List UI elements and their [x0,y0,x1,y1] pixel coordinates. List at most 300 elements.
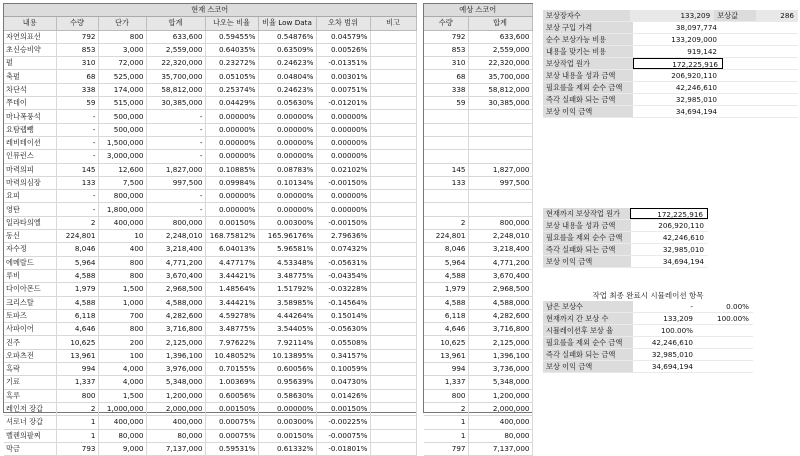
table-cell[interactable]: 500,000 [98,110,146,123]
table-cell[interactable]: 흑루 [4,389,56,402]
table-cell[interactable]: 막금 [4,442,56,455]
table-cell[interactable]: 1,500 [98,283,146,296]
table-cell[interactable]: -0.14564% [316,296,370,309]
table-cell[interactable]: 토파즈 [4,309,56,322]
table-cell[interactable]: 853 [424,43,468,56]
table-cell[interactable]: 0.00150% [205,402,258,415]
table-cell[interactable]: 0.09984% [205,176,258,189]
table-cell[interactable] [370,136,416,149]
table-cell[interactable]: - [146,136,205,149]
table-cell[interactable]: 3,000 [98,43,146,56]
table-cell[interactable]: 3,218,400 [468,243,532,256]
table-cell[interactable]: 58,812,000 [468,83,532,96]
table-cell[interactable]: 다이아몬드 [4,283,56,296]
table-cell[interactable]: 0.63509% [258,43,316,56]
table-cell[interactable]: 1,800,000 [98,203,146,216]
table-cell[interactable]: 0.60056% [205,389,258,402]
table-cell[interactable]: 0.00000% [316,136,370,149]
table-cell[interactable]: 펄 [4,57,56,70]
table-cell[interactable]: 0.04730% [316,376,370,389]
table-cell[interactable]: 994 [56,363,98,376]
table-cell[interactable]: 1 [56,429,98,442]
table-cell[interactable]: 2,559,000 [146,43,205,56]
summary-value[interactable]: 32,985,010 [662,245,704,254]
table-cell[interactable]: 7,500 [98,176,146,189]
summary-value[interactable]: 133,209 [663,314,693,323]
table-cell[interactable]: 800,000 [468,216,532,229]
table-cell[interactable] [370,402,416,415]
table-cell[interactable]: 100 [98,349,146,362]
table-cell[interactable]: 4.47717% [205,256,258,269]
table-cell[interactable] [370,83,416,96]
table-cell[interactable]: 0.08783% [258,163,316,176]
summary-value[interactable]: 919,142 [687,47,717,56]
table-cell[interactable]: 310 [424,57,468,70]
table-cell[interactable]: -0.01801% [316,442,370,455]
table-cell[interactable] [370,243,416,256]
table-cell[interactable]: 0.00000% [258,110,316,123]
table-cell[interactable]: 793 [56,442,98,455]
table-cell[interactable]: 168.75812% [205,230,258,243]
table-cell[interactable]: 0.00000% [258,150,316,163]
table-cell[interactable] [370,442,416,455]
summary-value[interactable]: 34,694,194 [651,362,693,371]
table-cell[interactable]: - [56,136,98,149]
summary-value[interactable]: 100.00% [661,326,693,335]
table-cell[interactable] [370,176,416,189]
table-cell[interactable]: -0.00150% [316,176,370,189]
table-cell[interactable]: 0.00150% [205,216,258,229]
table-cell[interactable]: 10,625 [424,336,468,349]
table-cell[interactable]: 3,218,400 [146,243,205,256]
table-cell[interactable]: 10.48052% [205,349,258,362]
table-cell[interactable]: 224,801 [56,230,98,243]
table-cell[interactable]: 0.00000% [205,203,258,216]
table-cell[interactable]: 853 [56,43,98,56]
table-cell[interactable]: - [146,203,205,216]
table-cell[interactable]: 흑락 [4,363,56,376]
table-cell[interactable]: 58,812,000 [146,83,205,96]
table-cell[interactable] [424,123,468,136]
table-cell[interactable]: - [56,190,98,203]
summary-value[interactable]: 34,694,194 [675,107,717,116]
table-cell[interactable]: 10.13895% [258,349,316,362]
table-cell[interactable]: 4,588,000 [146,296,205,309]
table-cell[interactable]: 0.59531% [205,442,258,455]
table-cell[interactable]: 72,000 [98,57,146,70]
table-cell[interactable]: 800 [98,323,146,336]
table-cell[interactable]: 2,968,500 [146,283,205,296]
table-cell[interactable]: 2,559,000 [468,43,532,56]
table-cell[interactable]: 6,118 [424,309,468,322]
table-cell[interactable]: 800,000 [146,216,205,229]
table-cell[interactable]: 400,000 [98,216,146,229]
table-cell[interactable]: 0.15014% [316,309,370,322]
table-cell[interactable]: 997,500 [468,176,532,189]
table-cell[interactable]: 요피 [4,190,56,203]
table-cell[interactable]: 35,700,000 [146,70,205,83]
table-cell[interactable]: 800 [98,269,146,282]
table-cell[interactable] [370,216,416,229]
table-cell[interactable]: 310 [56,57,98,70]
summary-value[interactable]: 133,209,000 [671,35,717,44]
table-cell[interactable] [468,110,532,123]
table-cell[interactable]: 30,385,000 [146,97,205,110]
table-cell[interactable]: 10,625 [56,336,98,349]
table-cell[interactable] [370,336,416,349]
table-cell[interactable]: 133 [424,176,468,189]
summary-value[interactable] [697,337,753,348]
table-cell[interactable]: 0.00000% [258,123,316,136]
table-cell[interactable]: 7,137,000 [146,442,205,455]
table-cell[interactable]: -0.05630% [316,323,370,336]
table-cell[interactable]: 4,646 [424,323,468,336]
table-cell[interactable] [370,70,416,83]
table-cell[interactable] [468,203,532,216]
table-cell[interactable]: 80,000 [98,429,146,442]
table-cell[interactable]: 4.53348% [258,256,316,269]
table-cell[interactable]: 0.24623% [258,57,316,70]
table-cell[interactable]: 0.00526% [316,43,370,56]
table-cell[interactable]: 초신승비약 [4,43,56,56]
table-cell[interactable]: 997,500 [146,176,205,189]
table-cell[interactable]: 진주 [4,336,56,349]
table-cell[interactable]: -0.00150% [316,216,370,229]
summary-value[interactable]: 206,920,110 [671,71,717,80]
table-cell[interactable]: 5,964 [56,256,98,269]
table-cell[interactable]: 3,670,400 [146,269,205,282]
table-cell[interactable]: 0.24623% [258,83,316,96]
table-cell[interactable]: 0.59455% [205,30,258,43]
table-cell[interactable]: 525,000 [98,70,146,83]
table-cell[interactable]: 30,385,000 [468,97,532,110]
table-cell[interactable]: 5.96581% [258,243,316,256]
table-cell[interactable]: 벨렌의팔찌 [4,429,56,442]
table-cell[interactable]: 마력의심장 [4,176,56,189]
table-cell[interactable]: 0.00150% [316,402,370,415]
table-cell[interactable]: 4.59278% [205,309,258,322]
table-cell[interactable] [370,230,416,243]
table-cell[interactable]: 3.58985% [258,296,316,309]
table-cell[interactable]: 0.07432% [316,243,370,256]
table-cell[interactable] [424,110,468,123]
table-cell[interactable] [370,389,416,402]
table-cell[interactable]: 1 [424,416,468,429]
table-cell[interactable]: 0.05630% [258,97,316,110]
table-cell[interactable]: 마력의피 [4,163,56,176]
table-cell[interactable]: 0.00000% [258,136,316,149]
table-cell[interactable]: 3,670,400 [468,269,532,282]
table-cell[interactable]: 797 [424,442,468,455]
table-cell[interactable]: 1,337 [424,376,468,389]
table-cell[interactable] [370,363,416,376]
table-cell[interactable]: 68 [424,70,468,83]
table-cell[interactable]: 59 [424,97,468,110]
table-cell[interactable] [370,163,416,176]
table-cell[interactable]: 7.92114% [258,336,316,349]
table-cell[interactable]: 3.44421% [205,296,258,309]
table-cell[interactable]: 0.01426% [316,389,370,402]
table-cell[interactable]: 0.00000% [205,190,258,203]
table-cell[interactable]: 5,348,000 [468,376,532,389]
table-cell[interactable]: 59 [56,97,98,110]
table-cell[interactable]: 0.00000% [205,136,258,149]
table-cell[interactable]: 2 [424,402,468,415]
table-cell[interactable]: 루비 [4,269,56,282]
table-cell[interactable] [424,203,468,216]
table-cell[interactable]: 인뮤런스 [4,150,56,163]
table-cell[interactable]: 오파츠전 [4,349,56,362]
table-cell[interactable]: 80,000 [146,429,205,442]
table-cell[interactable]: 0.00150% [258,429,316,442]
table-cell[interactable] [370,416,416,429]
table-cell[interactable] [370,323,416,336]
table-cell[interactable]: -0.05631% [316,256,370,269]
summary-value[interactable]: 32,985,010 [675,95,717,104]
table-cell[interactable]: 994 [424,363,468,376]
table-cell[interactable]: 9,000 [98,442,146,455]
table-cell[interactable]: 3,736,000 [468,363,532,376]
table-cell[interactable]: 2,125,000 [146,336,205,349]
table-cell[interactable]: 633,600 [468,30,532,43]
table-cell[interactable]: 400,000 [146,416,205,429]
table-cell[interactable]: 0.02102% [316,163,370,176]
table-cell[interactable]: 0.00000% [258,402,316,415]
table-cell[interactable]: 0.04579% [316,30,370,43]
table-cell[interactable]: 0.00000% [316,123,370,136]
table-cell[interactable]: -0.03228% [316,283,370,296]
table-cell[interactable] [468,150,532,163]
table-cell[interactable] [370,376,416,389]
table-cell[interactable]: 2,248,010 [468,230,532,243]
table-cell[interactable]: -0.01201% [316,97,370,110]
table-cell[interactable]: 0.00075% [205,429,258,442]
table-cell[interactable]: 12,600 [98,163,146,176]
table-cell[interactable]: 400,000 [98,416,146,429]
table-cell[interactable] [370,349,416,362]
table-cell[interactable]: 셔로너 장갑 [4,416,56,429]
table-cell[interactable]: 0.95639% [258,376,316,389]
summary-value[interactable]: 172,225,916 [633,58,723,69]
table-cell[interactable] [370,429,416,442]
table-cell[interactable]: 0.10059% [316,363,370,376]
table-cell[interactable]: 5,348,000 [146,376,205,389]
table-cell[interactable]: 2 [56,216,98,229]
table-cell[interactable] [370,150,416,163]
table-cell[interactable]: 마나폭풍석 [4,110,56,123]
summary-value[interactable]: 100.00% [717,314,749,323]
table-cell[interactable]: 1,979 [56,283,98,296]
table-cell[interactable]: 차단석 [4,83,56,96]
table-cell[interactable]: 자연의표선 [4,30,56,43]
table-cell[interactable]: 1,500,000 [98,136,146,149]
table-cell[interactable]: 0.00301% [316,70,370,83]
table-cell[interactable] [370,43,416,56]
table-cell[interactable] [370,123,416,136]
table-cell[interactable]: 1,200,000 [146,389,205,402]
table-cell[interactable]: 레인저 장갑 [4,402,56,415]
table-cell[interactable]: 1,000 [98,296,146,309]
table-cell[interactable]: 자수정 [4,243,56,256]
table-cell[interactable]: 1,200,000 [468,389,532,402]
table-cell[interactable] [370,296,416,309]
table-cell[interactable]: -0.00225% [316,416,370,429]
table-cell[interactable]: 0.00000% [316,203,370,216]
table-cell[interactable]: 4,000 [98,363,146,376]
table-cell[interactable]: 22,320,000 [146,57,205,70]
summary-value[interactable]: 38,097,774 [675,23,717,32]
table-cell[interactable]: 1.51792% [258,283,316,296]
summary-value[interactable]: 34,694,194 [662,257,704,266]
table-cell[interactable]: 동신 [4,230,56,243]
table-cell[interactable]: 0.70155% [205,363,258,376]
reward-value-value[interactable]: 286 [756,10,798,21]
table-cell[interactable]: 792 [56,30,98,43]
table-cell[interactable]: 8,046 [424,243,468,256]
table-cell[interactable]: 4,282,600 [146,309,205,322]
table-cell[interactable]: 2,968,500 [468,283,532,296]
table-cell[interactable]: 68 [56,70,98,83]
table-cell[interactable]: - [56,203,98,216]
table-cell[interactable]: 792 [424,30,468,43]
table-cell[interactable]: 2,000,000 [468,402,532,415]
table-cell[interactable]: 0.00300% [258,416,316,429]
table-cell[interactable]: 0.00000% [205,110,258,123]
table-cell[interactable] [370,256,416,269]
table-cell[interactable]: 1 [56,416,98,429]
table-cell[interactable]: 13,961 [56,349,98,362]
table-cell[interactable]: 6,118 [56,309,98,322]
table-cell[interactable]: 0.04429% [205,97,258,110]
table-cell[interactable]: 0.00075% [205,416,258,429]
table-cell[interactable]: 4,588,000 [468,296,532,309]
table-cell[interactable]: 10 [98,230,146,243]
table-cell[interactable]: 기료 [4,376,56,389]
table-cell[interactable]: 4,282,600 [468,309,532,322]
table-cell[interactable]: 0.00000% [316,150,370,163]
table-cell[interactable]: 3.44421% [205,269,258,282]
table-cell[interactable]: 0.58630% [258,389,316,402]
table-cell[interactable]: 2,125,000 [468,336,532,349]
table-cell[interactable]: 800 [98,30,146,43]
table-cell[interactable]: 7,137,000 [468,442,532,455]
table-cell[interactable]: 2 [56,402,98,415]
table-cell[interactable]: 3,000,000 [98,150,146,163]
table-cell[interactable]: 3,976,000 [146,363,205,376]
table-cell[interactable]: 2,248,010 [146,230,205,243]
table-cell[interactable]: -0.01351% [316,57,370,70]
table-cell[interactable] [370,110,416,123]
table-cell[interactable] [370,309,416,322]
table-cell[interactable]: 800 [424,389,468,402]
table-cell[interactable]: 1 [424,429,468,442]
table-cell[interactable]: 145 [56,163,98,176]
table-cell[interactable]: 0.00000% [316,110,370,123]
table-cell[interactable]: 1,827,000 [146,163,205,176]
table-cell[interactable]: 174,000 [98,83,146,96]
table-cell[interactable]: 4,771,200 [468,256,532,269]
table-cell[interactable]: 1,979 [424,283,468,296]
table-cell[interactable]: 1,337 [56,376,98,389]
table-cell[interactable] [468,136,532,149]
table-cell[interactable]: 4,000 [98,376,146,389]
table-cell[interactable]: 4,588 [56,269,98,282]
table-cell[interactable]: 0.61332% [258,442,316,455]
summary-value[interactable] [697,349,753,360]
table-cell[interactable]: 0.04804% [258,70,316,83]
table-cell[interactable]: 0.60056% [258,363,316,376]
table-cell[interactable]: 800 [56,389,98,402]
table-cell[interactable] [370,283,416,296]
table-cell[interactable] [424,190,468,203]
summary-value[interactable]: 0.00% [726,302,749,311]
table-cell[interactable]: 500,000 [98,123,146,136]
table-cell[interactable]: - [146,110,205,123]
table-cell[interactable]: 1,396,100 [468,349,532,362]
table-cell[interactable]: 3,716,800 [468,323,532,336]
table-cell[interactable]: 1,000,000 [98,402,146,415]
table-cell[interactable] [370,30,416,43]
table-cell[interactable]: 1.00369% [205,376,258,389]
table-cell[interactable]: 0.05105% [205,70,258,83]
table-cell[interactable]: 사파이어 [4,323,56,336]
table-cell[interactable]: 0.34157% [316,349,370,362]
table-cell[interactable]: - [146,190,205,203]
table-cell[interactable]: 레비테이션 [4,136,56,149]
table-cell[interactable]: 일라타의옐 [4,216,56,229]
table-cell[interactable]: 요탐랩뺑 [4,123,56,136]
table-cell[interactable]: 165.96176% [258,230,316,243]
table-cell[interactable]: 4,646 [56,323,98,336]
table-cell[interactable] [370,269,416,282]
table-cell[interactable]: 2.79636% [316,230,370,243]
summary-value[interactable]: 42,246,610 [662,233,704,242]
table-cell[interactable]: 22,320,000 [468,57,532,70]
table-cell[interactable]: - [146,123,205,136]
table-cell[interactable] [370,203,416,216]
table-cell[interactable]: 쭈데이 [4,97,56,110]
table-cell[interactable]: - [56,110,98,123]
table-cell[interactable]: 1,827,000 [468,163,532,176]
table-cell[interactable]: 338 [56,83,98,96]
table-cell[interactable]: 800 [98,256,146,269]
table-cell[interactable]: - [56,150,98,163]
reward-count-value[interactable]: 133,209 [630,10,715,21]
table-cell[interactable]: 700 [98,309,146,322]
table-cell[interactable] [424,136,468,149]
table-cell[interactable]: 4,588 [56,296,98,309]
table-cell[interactable]: 338 [424,83,468,96]
summary-value[interactable]: - [690,302,693,311]
table-cell[interactable]: 4,771,200 [146,256,205,269]
table-cell[interactable]: 축펄 [4,70,56,83]
summary-value[interactable]: 172,225,916 [630,208,708,219]
table-cell[interactable] [468,123,532,136]
table-cell[interactable]: 0.00000% [258,203,316,216]
table-cell[interactable]: 2 [424,216,468,229]
table-cell[interactable]: 3.48775% [258,269,316,282]
table-cell[interactable] [424,150,468,163]
table-cell[interactable]: 800,000 [98,190,146,203]
table-cell[interactable]: 1,396,100 [146,349,205,362]
table-cell[interactable]: 200 [98,336,146,349]
table-cell[interactable]: 4,588 [424,269,468,282]
table-cell[interactable]: 0.00000% [258,190,316,203]
table-cell[interactable]: 크리스탈 [4,296,56,309]
table-cell[interactable]: 400 [98,243,146,256]
table-cell[interactable]: - [146,150,205,163]
table-cell[interactable]: 515,000 [98,97,146,110]
